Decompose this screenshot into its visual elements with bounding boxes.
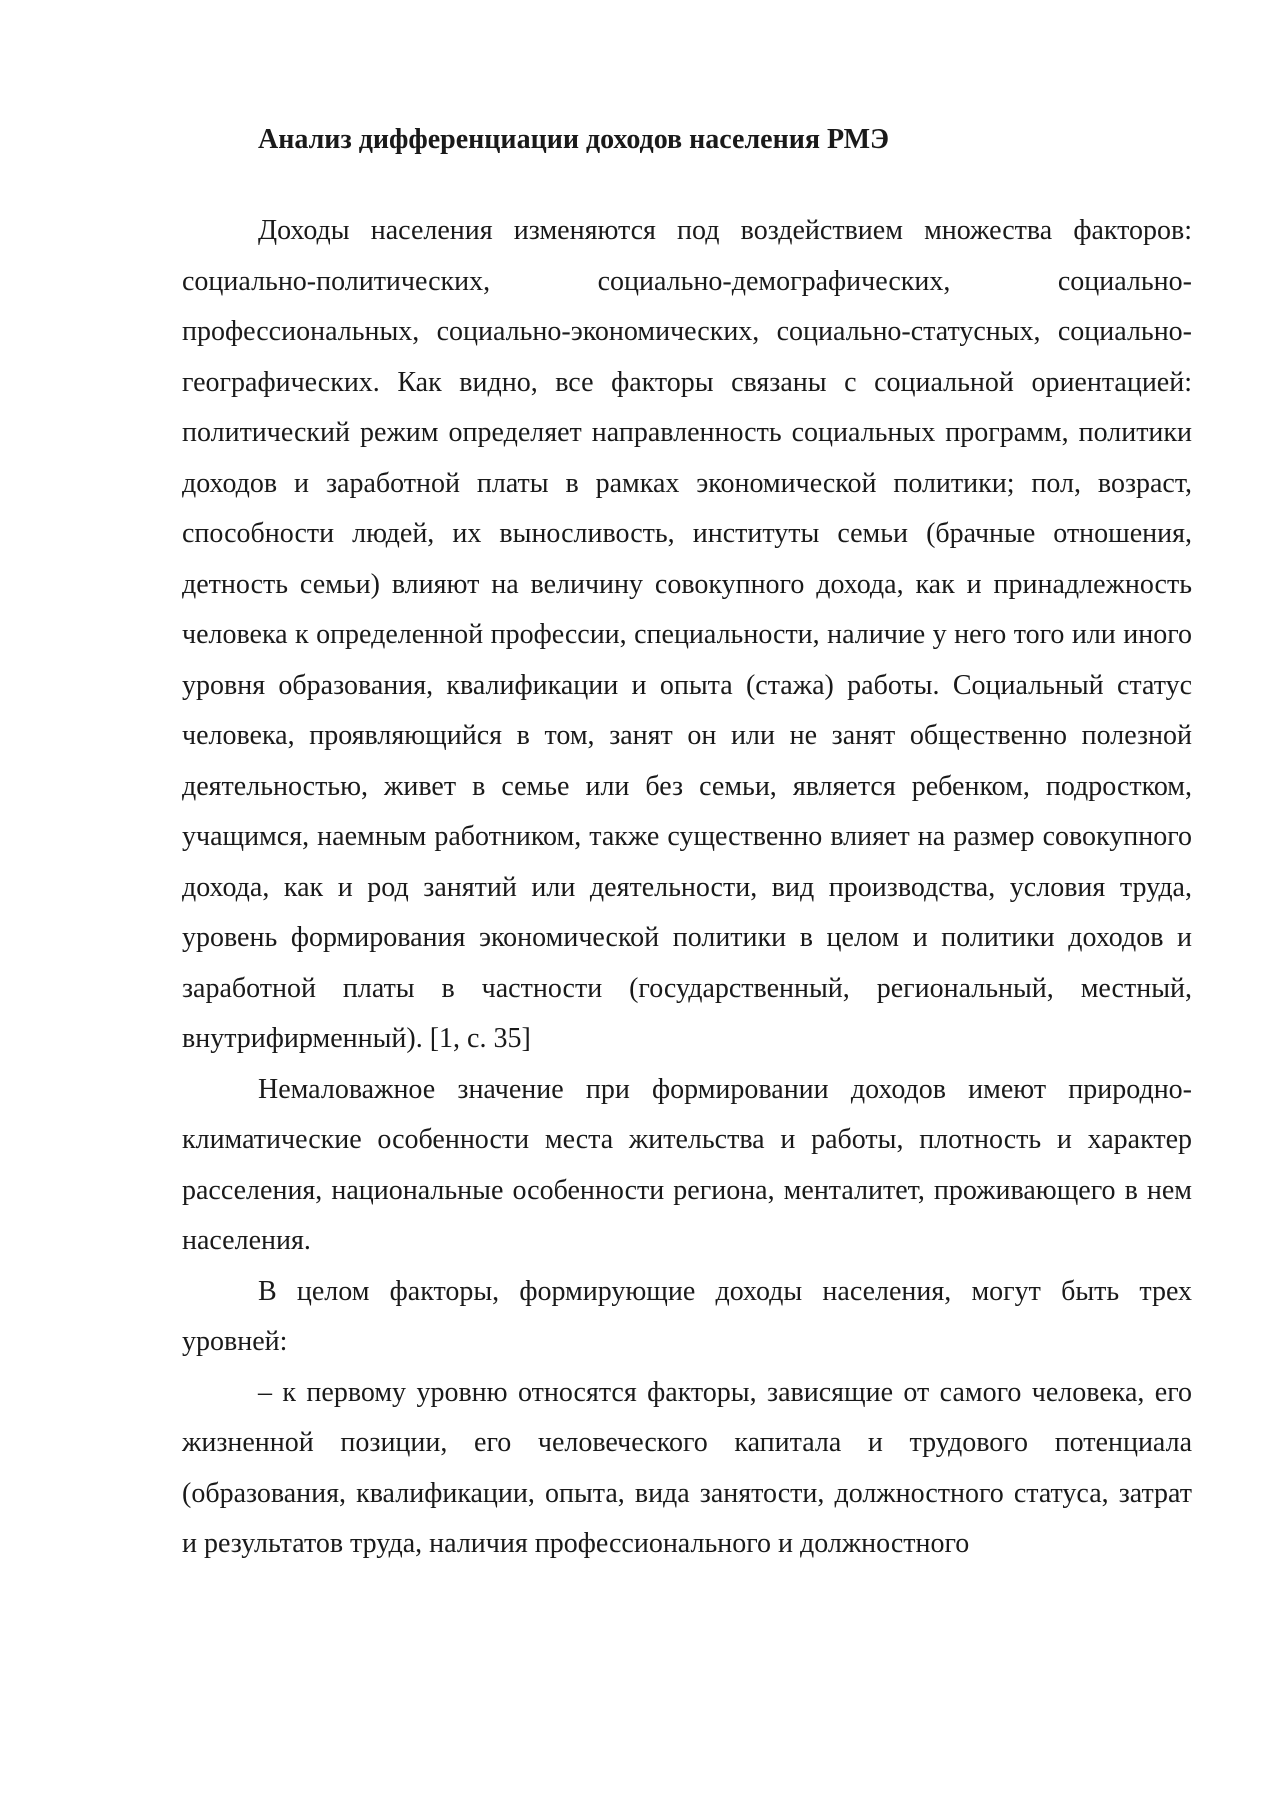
paragraph-three-levels: В целом факторы, формирующие доходы населения, могут быть трех уровней: — [182, 1275, 1192, 1357]
document-body — [182, 120, 1192, 1570]
paragraph-income-factors: Доходы населения изменяются под воздействием множества факторов: социально-политических, социально-демографических, социально-профессиональных, социально-экономических, социально-статусных, социально-географических. Как видно, все факторы связаны с социальной ориентацией: политический режим определяет направленность социальных программ, политики доходов и заработной платы в рамках экономической политики; пол, возраст, способности людей, их выносливость, институты семьи (брачные отношения, детность семьи) влияют на величину совокупного дохода, как и принадлежность человека к определенной профессии, специальности, наличие у него того или иного уровня образования, квалификации и опыта (стажа) работы. Социальный статус человека, проявляющийся в том, занят он или не занят общественно полезной деятельностью, живет в семье или без семьи, является ребенком, подростком, учащимся, наемным работником, также существенно влияет на размер совокупного дохода, как и род занятий или деятельности, вид производства, условия труда, уровень формирования экономической политики в целом и политики доходов и заработной платы в частности (государственный, региональный, местный, внутрифирменный). [1, с. 35] — [182, 215, 1192, 1054]
page-title: Анализ дифференциации доходов населения РМЭ — [258, 124, 890, 155]
paragraph-climate-factors: Немаловажное значение при формировании доходов имеют природно-климатические особенности места жительства и работы, плотность и характер расселения, национальные особенности региона, менталитет, проживающего в нем населения. — [182, 1073, 1192, 1256]
paragraph-first-level: – к первому уровню относятся факторы, зависящие от самого человека, его жизненной позиции, его человеческого капитала и трудового потенциала (образования, квалификации, опыта, вида занятости, должностного статуса, затрат и результатов труда, наличия профессионального и должностного — [182, 1376, 1192, 1559]
